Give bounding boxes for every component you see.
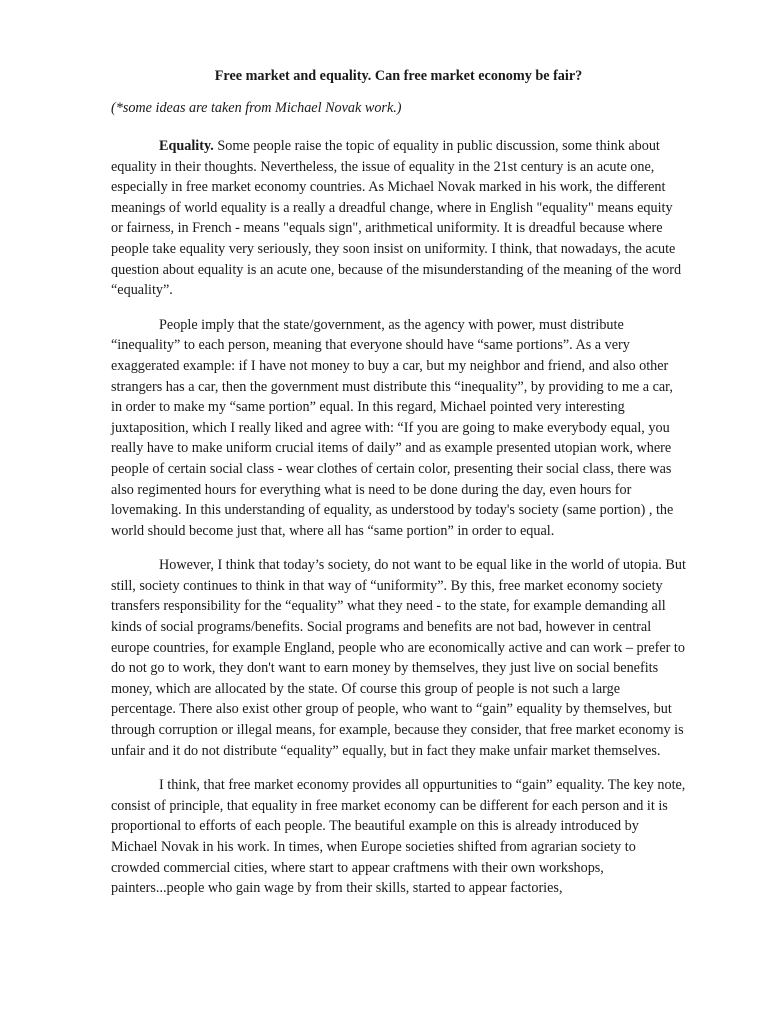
paragraph-text: Some people raise the topic of equality in public discussion, some think about equality in their thoughts. Nevertheless, the issue of equality in the 21st century is an acute one, especially in free market economy countries. As Michael Novak marked in his work, the different meanings of world equality is a really a dreadful change, where in English "equality" means equity or fairness, in French - means "equals sign", arithmetical uniformity. It is dreadful because where people take equality very seriously, they soon insist on uniformity. I think, that nowadays, the acute question about equality is an acute one, because of the misunderstanding of the meaning of the word “equality”.	[111, 138, 682, 299]
paragraph-text: I think, that free market economy provides all oppurtunities to “gain” equality. The key note, consist of principle, that equality in free market economy can be different for each person and it is proportional to efforts of each people. The beautiful example on this is already introduced by Michael Novak in his work. In times, when Europe societies shifted from agrarian society to crowded commercial cities, where start to appear craftmens with their own workshops, painters...people who gain wage by from their skills, started to appear factories,	[111, 777, 686, 897]
paragraph-opportunities	[111, 775, 686, 899]
paragraph-equality	[111, 136, 686, 301]
paragraph-text: However, I think that today’s society, do not want to be equal like in the world of utopia. But still, society continues to think in that way of “uniformity”. By this, free market economy society transfers responsibility for the “equality” what they need - to the state, for example demanding all kinds of social programs/benefits. Social programs and benefits are not bad, however in central europe countries, for example England, people who are economically active and can work – prefer to do not go to work, they don't want to earn money by themselves, they just live on social benefits money, which are allocated by the state. Of course this group of people is not such a large percentage. There also exist other group of people, who want to “gain” equality by themselves, but through corruption or illegal means, for example, because they consider, that free market economy is unfair and it do not distribute “equality” equally, but in fact they make unfair market themselves.	[111, 557, 686, 759]
paragraph-text: People imply that the state/government, as the agency with power, must distribute “inequality” to each person, meaning that everyone should have “same portions”. As a very exaggerated example: if I have not money to buy a car, but my neighbor and friend, and also other strangers has a car, then the government must distribute this “inequality”, by providing to me a car, in order to make my “same portion” equal. In this regard, Michael pointed very interesting juxtaposition, which I really liked and agree with: “If you are going to make everybody equal, you really have to make uniform crucial items of daily” and as example presented utopian work, where people of certain social class - wear clothes of certain color, presenting their social class, there was also regimented hours for everything what is need to be done during the day, even hours for lovemaking. In this understanding of equality, as understood by today's society (same portion) , the world should become just that, where all has “same portion” in order to equal.	[111, 316, 674, 539]
document-title: Free market and equality. Can free market economy be fair?	[214, 68, 583, 84]
paragraph-state-distribution	[111, 315, 686, 542]
paragraph-lead: Equality.	[159, 138, 214, 154]
paragraph-utopia	[111, 555, 686, 761]
document-subtitle: (*some ideas are taken from Michael Novak work.)	[111, 100, 402, 116]
